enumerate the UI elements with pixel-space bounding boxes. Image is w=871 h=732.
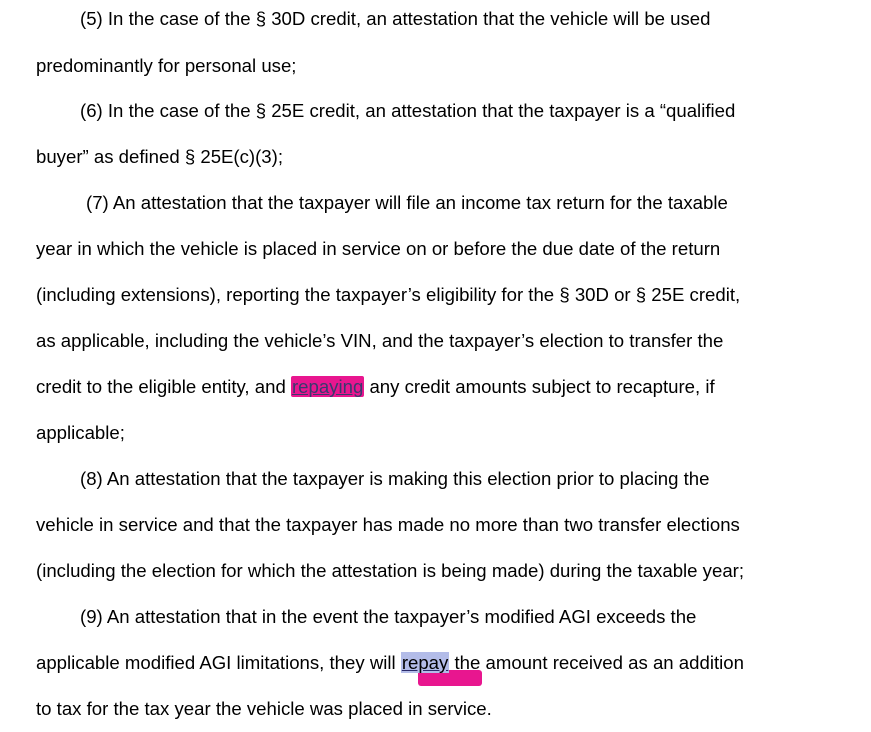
paragraph-8-line-3: (including the election for which the attestation is being made) during the taxable year; xyxy=(36,560,745,581)
paragraph-6-line-2: buyer” as defined § 25E(c)(3); xyxy=(36,146,284,167)
paragraph-5-line-1: (5) In the case of the § 30D credit, an attestation that the vehicle will be used xyxy=(80,8,711,29)
paragraph-9-line-1: (9) An attestation that in the event the taxpayer’s modified AGI exceeds the xyxy=(80,606,697,627)
paragraph-9-line-2-after: the amount received as an addition xyxy=(449,652,744,673)
paragraph-7-line-3: (including extensions), reporting the taxpayer’s eligibility for the § 30D or § 25E credit, xyxy=(36,284,741,305)
paragraph-7-line-5-after: any credit amounts subject to recapture, if xyxy=(364,376,715,397)
paragraph-7-line-1: (7) An attestation that the taxpayer will file an income tax return for the taxable xyxy=(86,192,728,213)
paragraph-6-line-1: (6) In the case of the § 25E credit, an attestation that the taxpayer is a “qualified xyxy=(80,100,736,121)
paragraph-9-line-2-before: applicable modified AGI limitations, they wil xyxy=(36,652,392,673)
highlighted-word-repaying: repaying xyxy=(291,376,364,397)
highlighted-word-repay: repay xyxy=(401,652,449,673)
paragraph-5-line-2: predominantly for personal use; xyxy=(36,55,297,76)
paragraph-9-line-2-mid: l xyxy=(391,652,401,673)
paragraph-7-line-5 xyxy=(36,376,715,398)
paragraph-7-line-5-before: credit to the eligible entity, and xyxy=(36,376,291,397)
paragraph-9-line-2 xyxy=(36,652,744,674)
paragraph-9-line-3: to tax for the tax year the vehicle was placed in service. xyxy=(36,698,492,719)
paragraph-7-line-6: applicable; xyxy=(36,422,125,443)
paragraph-8-line-1: (8) An attestation that the taxpayer is making this election prior to placing the xyxy=(80,468,710,489)
paragraph-7-line-4: as applicable, including the vehicle’s VIN, and the taxpayer’s election to transfer the xyxy=(36,330,724,351)
paragraph-8-line-2: vehicle in service and that the taxpayer has made no more than two transfer elections xyxy=(36,514,740,535)
paragraph-7-line-2: year in which the vehicle is placed in service on or before the due date of the return xyxy=(36,238,721,259)
